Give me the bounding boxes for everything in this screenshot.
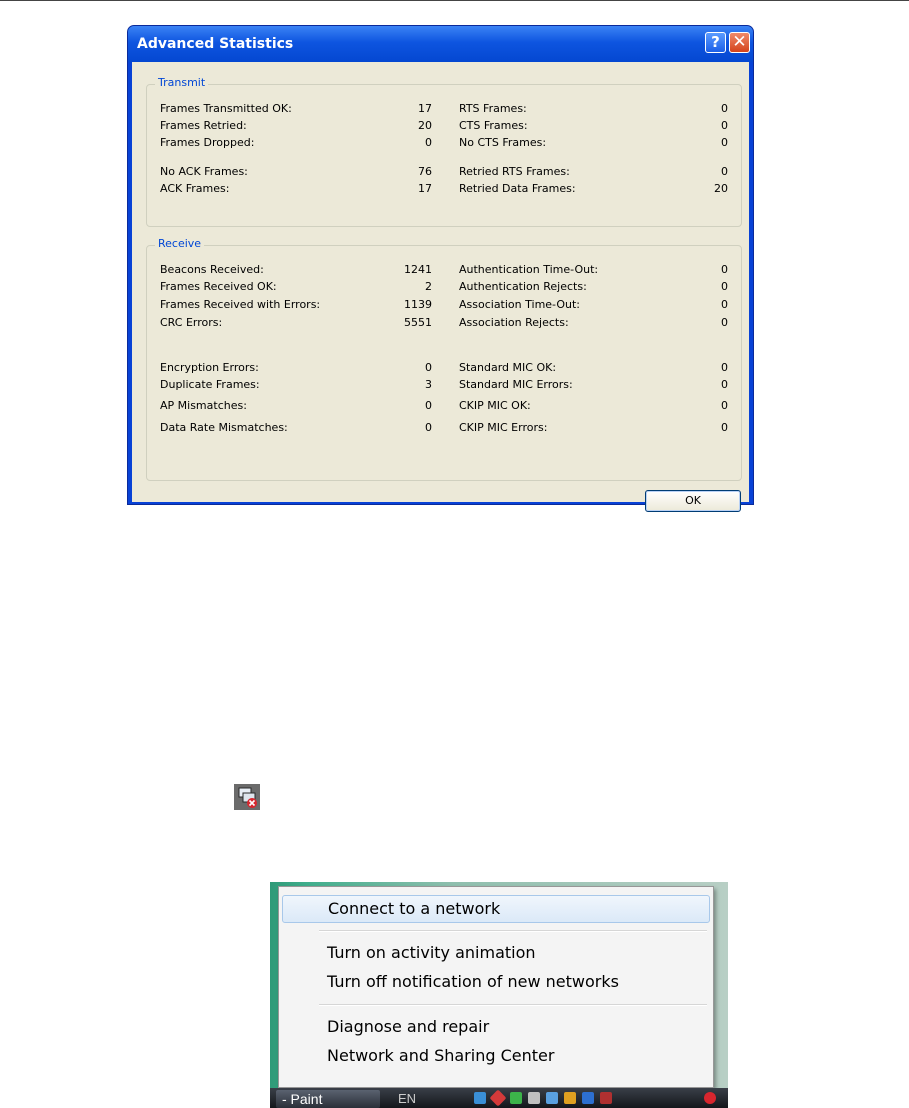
stat-value: 0 bbox=[721, 399, 728, 412]
menu-item-network-sharing-center[interactable]: Network and Sharing Center bbox=[327, 1046, 555, 1065]
help-button[interactable]: ? bbox=[705, 32, 726, 53]
stat-label: CKIP MIC OK: bbox=[459, 399, 531, 412]
stat-label: Retried Data Frames: bbox=[459, 182, 576, 195]
stat-value: 20 bbox=[418, 119, 432, 132]
stat-value: 0 bbox=[721, 263, 728, 276]
stat-value: 0 bbox=[721, 280, 728, 293]
menu-item-notification-new-networks[interactable]: Turn off notification of new networks bbox=[327, 972, 619, 991]
stat-row bbox=[160, 421, 432, 435]
taskbar-button-paint[interactable]: - Paint bbox=[276, 1090, 380, 1108]
stat-row bbox=[459, 421, 728, 435]
tray-device-icon[interactable] bbox=[528, 1092, 540, 1104]
stat-label: ACK Frames: bbox=[160, 182, 230, 195]
stat-row bbox=[160, 165, 432, 179]
menu-separator bbox=[319, 930, 707, 932]
stat-value: 0 bbox=[721, 361, 728, 374]
tray-display-icon[interactable] bbox=[546, 1092, 558, 1104]
stat-label: Beacons Received: bbox=[160, 263, 264, 276]
stat-row bbox=[459, 136, 728, 150]
menu-item-activity-animation[interactable]: Turn on activity animation bbox=[327, 943, 536, 962]
stat-row bbox=[459, 263, 728, 277]
menu-item-diagnose-and-repair[interactable]: Diagnose and repair bbox=[327, 1017, 490, 1036]
dialog-client-area bbox=[132, 62, 749, 507]
stat-value: 0 bbox=[425, 421, 432, 434]
close-button[interactable]: ✕ bbox=[729, 32, 750, 53]
stat-value: 0 bbox=[425, 136, 432, 149]
stat-label: Standard MIC Errors: bbox=[459, 378, 573, 391]
advanced-statistics-dialog bbox=[127, 25, 754, 505]
stat-row bbox=[459, 119, 728, 133]
stat-value: 5551 bbox=[404, 316, 432, 329]
stat-label: AP Mismatches: bbox=[160, 399, 247, 412]
stat-row bbox=[459, 165, 728, 179]
stat-value: 17 bbox=[418, 102, 432, 115]
stat-row bbox=[160, 361, 432, 375]
stat-label: Retried RTS Frames: bbox=[459, 165, 570, 178]
dialog-title: Advanced Statistics bbox=[137, 36, 294, 52]
stat-label: RTS Frames: bbox=[459, 102, 527, 115]
stat-value: 20 bbox=[714, 182, 728, 195]
stat-row bbox=[160, 136, 432, 150]
transmit-groupbox bbox=[146, 76, 742, 227]
tray-app-icon[interactable] bbox=[474, 1092, 486, 1104]
network-context-menu-screenshot bbox=[270, 882, 728, 1108]
language-indicator[interactable]: EN bbox=[398, 1091, 417, 1106]
stat-label: Data Rate Mismatches: bbox=[160, 421, 288, 434]
taskbar bbox=[270, 1088, 728, 1108]
stat-value: 0 bbox=[721, 298, 728, 311]
stat-row bbox=[160, 102, 432, 116]
stat-value: 3 bbox=[425, 378, 432, 391]
stat-value: 0 bbox=[721, 316, 728, 329]
stat-label: No ACK Frames: bbox=[160, 165, 248, 178]
tray-update-icon[interactable] bbox=[510, 1092, 522, 1104]
receive-group-label: Receive bbox=[155, 237, 204, 250]
stat-row bbox=[459, 316, 728, 330]
stat-label: CRC Errors: bbox=[160, 316, 223, 329]
stat-label: Frames Dropped: bbox=[160, 136, 255, 149]
stat-row bbox=[459, 102, 728, 116]
transmit-group-label: Transmit bbox=[155, 76, 208, 89]
stat-value: 0 bbox=[721, 102, 728, 115]
tray-warning-icon[interactable] bbox=[564, 1092, 576, 1104]
tray-speaker-icon[interactable] bbox=[600, 1092, 612, 1104]
stat-row bbox=[160, 298, 432, 312]
stat-value: 0 bbox=[721, 421, 728, 434]
stat-row bbox=[160, 182, 432, 196]
stat-row bbox=[160, 399, 432, 413]
stat-row bbox=[160, 378, 432, 392]
stat-label: Encryption Errors: bbox=[160, 361, 259, 374]
context-menu bbox=[278, 886, 714, 1088]
stat-label: Frames Retried: bbox=[160, 119, 247, 132]
stat-value: 0 bbox=[425, 399, 432, 412]
menu-separator bbox=[319, 1004, 707, 1006]
receive-groupbox bbox=[146, 237, 742, 481]
stat-label: Standard MIC OK: bbox=[459, 361, 557, 374]
dialog-titlebar[interactable] bbox=[128, 26, 753, 62]
stat-row bbox=[160, 119, 432, 133]
stat-row bbox=[459, 361, 728, 375]
stat-value: 1241 bbox=[404, 263, 432, 276]
stat-label: No CTS Frames: bbox=[459, 136, 547, 149]
stat-row bbox=[459, 399, 728, 413]
stat-label: Duplicate Frames: bbox=[160, 378, 260, 391]
tray-shield-icon[interactable] bbox=[490, 1090, 507, 1107]
stat-value: 76 bbox=[418, 165, 432, 178]
network-disconnected-icon[interactable] bbox=[234, 784, 260, 810]
stat-value: 0 bbox=[425, 361, 432, 374]
menu-item-connect-to-network[interactable]: Connect to a network bbox=[282, 895, 710, 923]
tray-network-disconnected-icon[interactable] bbox=[704, 1092, 716, 1104]
stat-row bbox=[459, 298, 728, 312]
stat-value: 2 bbox=[425, 280, 432, 293]
stat-row bbox=[160, 263, 432, 277]
stat-row bbox=[459, 182, 728, 196]
stat-value: 0 bbox=[721, 136, 728, 149]
stat-label: CKIP MIC Errors: bbox=[459, 421, 548, 434]
stat-row bbox=[459, 378, 728, 392]
stat-label: Association Rejects: bbox=[459, 316, 569, 329]
stat-value: 17 bbox=[418, 182, 432, 195]
stat-row bbox=[160, 316, 432, 330]
stat-value: 0 bbox=[721, 165, 728, 178]
stat-label: Authentication Time-Out: bbox=[459, 263, 599, 276]
stat-label: Frames Transmitted OK: bbox=[160, 102, 292, 115]
stat-row bbox=[160, 280, 432, 294]
stat-value: 1139 bbox=[404, 298, 432, 311]
stat-value: 0 bbox=[721, 119, 728, 132]
ok-button[interactable]: OK bbox=[645, 490, 741, 512]
stat-label: Frames Received with Errors: bbox=[160, 298, 321, 311]
stat-label: Frames Received OK: bbox=[160, 280, 277, 293]
stat-label: Authentication Rejects: bbox=[459, 280, 587, 293]
stat-row bbox=[459, 280, 728, 294]
tray-monitor-icon[interactable] bbox=[582, 1092, 594, 1104]
stat-label: CTS Frames: bbox=[459, 119, 528, 132]
stat-label: Association Time-Out: bbox=[459, 298, 580, 311]
page-top-rule bbox=[0, 0, 909, 1]
stat-value: 0 bbox=[721, 378, 728, 391]
